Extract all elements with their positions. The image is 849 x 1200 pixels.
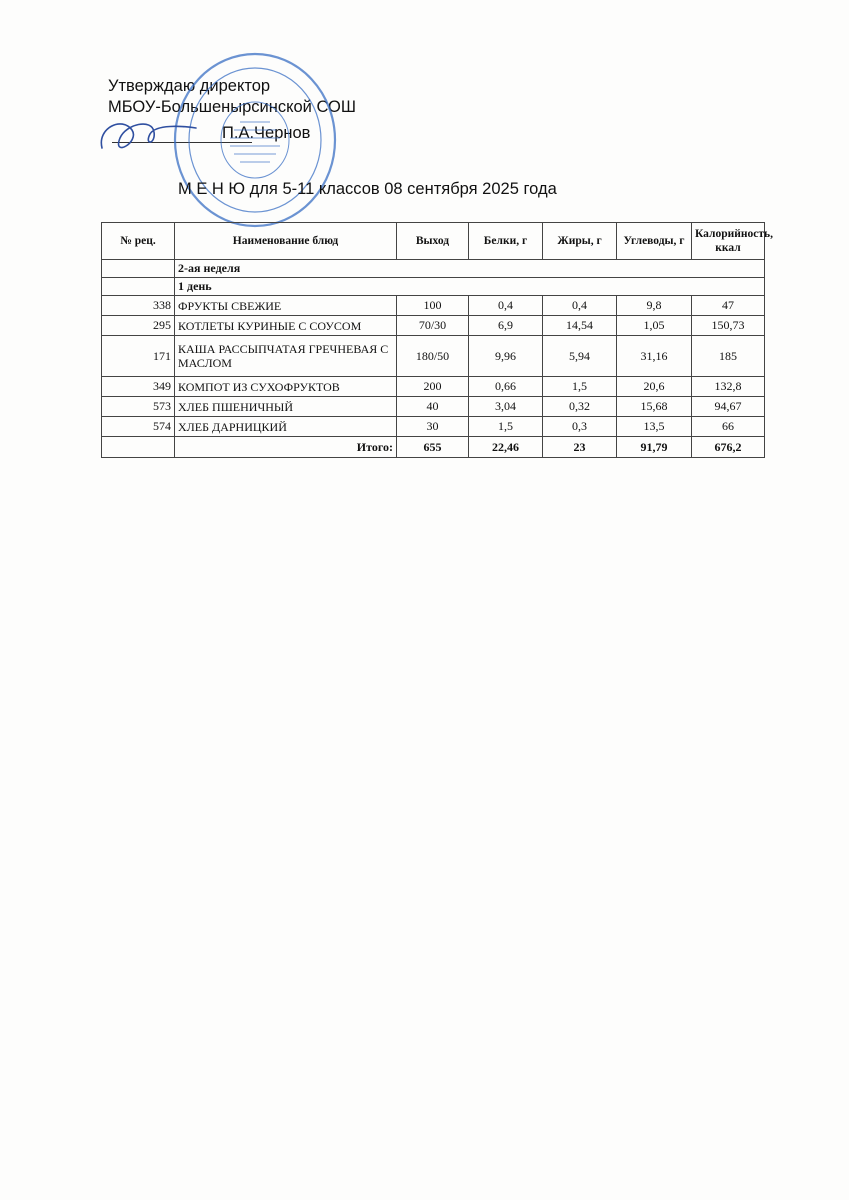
dish-output: 40 [397, 397, 469, 417]
dish-output: 70/30 [397, 316, 469, 336]
dish-kcal: 185 [692, 336, 765, 377]
total-output: 655 [397, 437, 469, 458]
dish-name: ХЛЕБ ПШЕНИЧНЫЙ [175, 397, 397, 417]
dish-name: КАША РАССЫПЧАТАЯ ГРЕЧНЕВАЯ С МАСЛОМ [175, 336, 397, 377]
table-row [102, 397, 765, 417]
dish-protein: 6,9 [469, 316, 543, 336]
table-row [102, 417, 765, 437]
dish-protein: 3,04 [469, 397, 543, 417]
recipe-number: 295 [102, 316, 175, 336]
dish-name: ФРУКТЫ СВЕЖИЕ [175, 296, 397, 316]
recipe-number: 574 [102, 417, 175, 437]
dish-kcal: 132,8 [692, 377, 765, 397]
dish-fat: 1,5 [543, 377, 617, 397]
table-row [102, 377, 765, 397]
dish-kcal: 150,73 [692, 316, 765, 336]
dish-carbs: 15,68 [617, 397, 692, 417]
table-row [102, 296, 765, 316]
dish-kcal: 94,67 [692, 397, 765, 417]
dish-name: КОТЛЕТЫ КУРИНЫЕ С СОУСОМ [175, 316, 397, 336]
dish-protein: 1,5 [469, 417, 543, 437]
total-carbs: 91,79 [617, 437, 692, 458]
approval-title: Утверждаю директор [108, 77, 271, 95]
table-row [102, 336, 765, 377]
total-label: Итого: [175, 437, 397, 458]
table-header-row [102, 223, 765, 260]
dish-name: КОМПОТ ИЗ СУХОФРУКТОВ [175, 377, 397, 397]
recipe-number: 349 [102, 377, 175, 397]
dish-fat: 14,54 [543, 316, 617, 336]
col-output-header: Выход [397, 223, 469, 260]
menu-title: М Е Н Ю для 5-11 классов 08 сентября 2025 года [178, 180, 557, 198]
dish-fat: 0,3 [543, 417, 617, 437]
recipe-number: 171 [102, 336, 175, 377]
dish-protein: 9,96 [469, 336, 543, 377]
total-kcal: 676,2 [692, 437, 765, 458]
total-row [102, 437, 765, 458]
dish-output: 30 [397, 417, 469, 437]
col-name-header: Наименование блюд [175, 223, 397, 260]
dish-carbs: 13,5 [617, 417, 692, 437]
dish-carbs: 1,05 [617, 316, 692, 336]
total-fat: 23 [543, 437, 617, 458]
dish-carbs: 20,6 [617, 377, 692, 397]
dish-fat: 5,94 [543, 336, 617, 377]
col-kcal-header: Калорийность, ккал [692, 223, 765, 260]
dish-protein: 0,66 [469, 377, 543, 397]
week-label: 2-ая неделя [175, 260, 765, 278]
day-label: 1 день [175, 278, 765, 296]
col-carbs-header: Углеводы, г [617, 223, 692, 260]
dish-name: ХЛЕБ ДАРНИЦКИЙ [175, 417, 397, 437]
total-protein: 22,46 [469, 437, 543, 458]
col-recipe-header: № рец. [102, 223, 175, 260]
day-row [102, 278, 765, 296]
recipe-number: 338 [102, 296, 175, 316]
dish-kcal: 66 [692, 417, 765, 437]
dish-output: 100 [397, 296, 469, 316]
dish-carbs: 31,16 [617, 336, 692, 377]
recipe-number: 573 [102, 397, 175, 417]
dish-fat: 0,32 [543, 397, 617, 417]
director-signature [92, 108, 202, 168]
table-row [102, 316, 765, 336]
dish-output: 180/50 [397, 336, 469, 377]
director-name: П.А.Чернов [222, 124, 311, 142]
week-row [102, 260, 765, 278]
school-name: МБОУ-Большенырсинской СОШ [108, 98, 356, 116]
dish-kcal: 47 [692, 296, 765, 316]
dish-output: 200 [397, 377, 469, 397]
dish-protein: 0,4 [469, 296, 543, 316]
menu-table [101, 222, 773, 458]
dish-fat: 0,4 [543, 296, 617, 316]
dish-carbs: 9,8 [617, 296, 692, 316]
col-protein-header: Белки, г [469, 223, 543, 260]
col-fat-header: Жиры, г [543, 223, 617, 260]
